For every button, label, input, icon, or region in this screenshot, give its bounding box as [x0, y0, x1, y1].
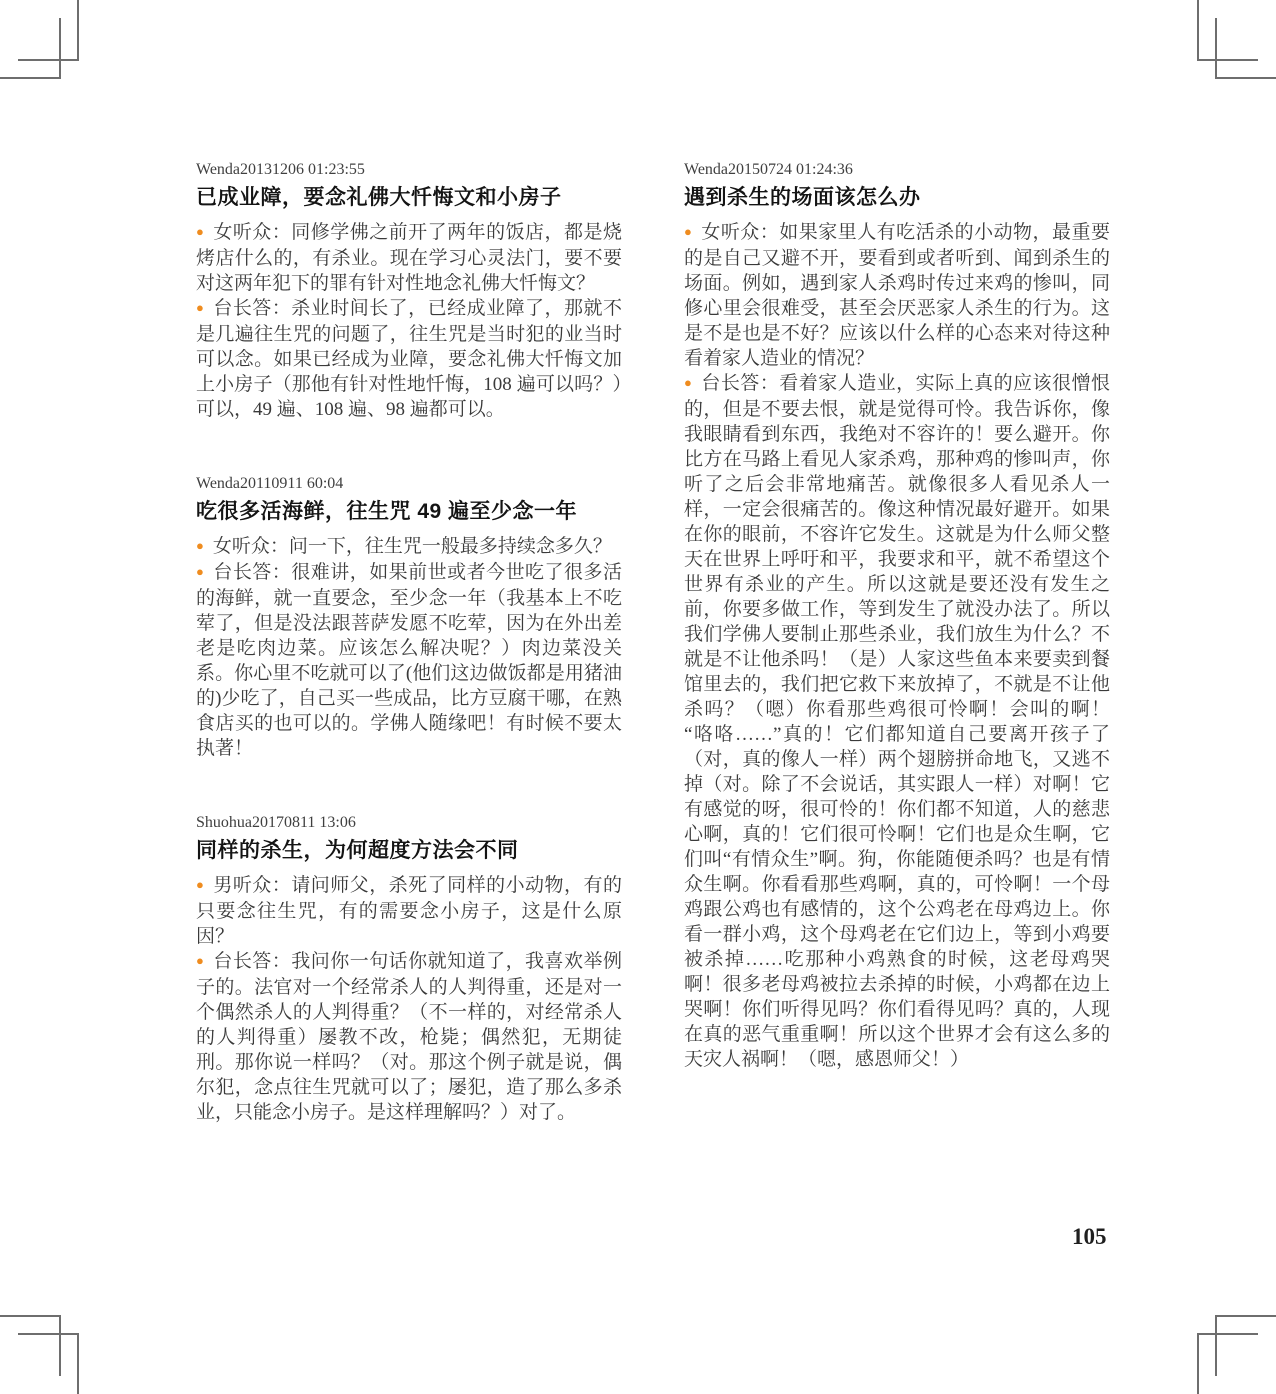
bullet-icon: ●	[684, 375, 693, 390]
dialogue-paragraph	[196, 296, 622, 422]
bullet-icon: ●	[196, 538, 204, 553]
dialogue-paragraph	[684, 371, 1110, 1072]
bullet-icon: ●	[196, 224, 205, 239]
section-title: 已成业障，要念礼佛大忏悔文和小房子	[196, 186, 562, 209]
crop-mark-bottom-right-inner	[1215, 1315, 1276, 1376]
crop-mark-bottom-left-inner	[0, 1315, 61, 1376]
dialogue-paragraph	[684, 220, 1110, 371]
section-title: 吃很多活海鲜，往生咒 49 遍至少念一年	[196, 500, 578, 523]
qa-section	[684, 160, 1110, 1072]
recording-timestamp: Wenda20110911 60:04	[196, 475, 344, 492]
bullet-icon: ●	[196, 953, 205, 968]
qa-section	[196, 813, 622, 1125]
right-column	[684, 160, 1110, 1072]
dialogue-paragraph	[196, 873, 622, 949]
bullet-icon: ●	[684, 224, 693, 239]
recording-timestamp: Wenda20150724 01:24:36	[684, 161, 853, 178]
dialogue-text: 台长答：很难讲，如果前世或者今世吃了很多活的海鲜，就一直要念，至少念一年（我基本上不吃荤了，但是没法跟菩萨发愿不吃荤，因为在外出差老是吃肉边菜。应该怎么解决呢？）肉边菜没关系。你心里不吃就可以了(他们这边做饭都是用猪油的)少吃了，自己买一些成品，比方豆腐干哪，在熟食店买的也可以的。学佛人随缘吧！有时候不要太执著！	[196, 562, 622, 759]
dialogue-paragraph	[196, 949, 622, 1125]
recording-timestamp: Wenda20131206 01:23:55	[196, 161, 365, 178]
qa-section	[196, 160, 622, 422]
dialogue-paragraph	[196, 560, 622, 761]
dialogue-paragraph	[196, 220, 622, 296]
section-title: 同样的杀生，为何超度方法会不同	[196, 839, 519, 862]
crop-mark-top-right-inner	[1215, 18, 1276, 79]
bullet-icon: ●	[196, 300, 205, 315]
crop-mark-top-left-outer	[18, 0, 79, 61]
dialogue-text: 女听众：如果家里人有吃活杀的小动物，最重要的是自己又避不开，要看到或者听到、闻到杀生的场面。例如，遇到家人杀鸡时传过来鸡的惨叫，同修心里会很难受，甚至会厌恶家人杀生的行为。这是不是也是不好？应该以什么样的心态来对待这种看着家人造业的情况？	[684, 222, 1110, 369]
dialogue-text: 女听众：问一下，往生咒一般最多持续念多久？	[212, 536, 612, 557]
crop-mark-bottom-left-outer	[18, 1333, 79, 1394]
dialogue-text: 女听众：同修学佛之前开了两年的饭店，都是烧烤店什么的，有杀业。现在学习心灵法门，要不要对这两年犯下的罪有针对性地念礼佛大忏悔文？	[196, 222, 622, 294]
bullet-icon: ●	[196, 877, 205, 892]
dialogue-text: 台长答：看着家人造业，实际上真的应该很憎恨的，但是不要去恨，就是觉得可怜。我告诉你，像我眼睛看到东西，我绝对不容许的！要么避开。你比方在马路上看见人家杀鸡，那种鸡的惨叫声，你听了之后会非常地痛苦。就像很多人看见杀人一样，一定会很痛苦的。像这种情况最好避开。如果在你的眼前，不容许它发生。这就是为什么师父整天在世界上呼吁和平，我要求和平，就不希望这个世界有杀业的产生。所以这就是要还没有发生之前，你要多做工作，等到发生了就没办法了。所以我们学佛人要制止那些杀业，我们放生为什么？不就是不让他杀吗！（是）人家这些鱼本来要卖到餐馆里去的，我们把它救下来放掉了，不就是不让他杀吗？（嗯）你看那些鸡很可怜啊！会叫的啊！“咯咯……”真的！它们都知道自己要离开孩子了（对，真的像人一样）两个翅膀拼命地飞，又逃不掉（对。除了不会说话，其实跟人一样）对啊！它有感觉的呀，很可怜的！你们都不知道，人的慈悲心啊，真的！它们很可怜啊！它们也是众生啊，它们叫“有情众生”啊。狗，你能随便杀吗？也是有情众生啊。你看看那些鸡啊，真的，可怜啊！一个母鸡跟公鸡也有感情的，这个公鸡老在母鸡边上。你看一群小鸡，这个母鸡老在它们边上，等到小鸡要被杀掉……吃那种小鸡熟食的时候，这老母鸡哭啊！很多老母鸡被拉去杀掉的时候，小鸡都在边上哭啊！你们听得见吗？你们看得见吗？真的，人现在真的恶气重重啊！所以这个世界才会有这么多的天灾人祸啊！（嗯，感恩师父！）	[684, 373, 1110, 1070]
section-title: 遇到杀生的场面该怎么办	[684, 186, 921, 209]
bullet-icon: ●	[196, 564, 205, 579]
dialogue-paragraph	[196, 534, 622, 560]
recording-timestamp: Shuohua20170811 13:06	[196, 814, 356, 831]
qa-section	[196, 474, 622, 761]
dialogue-text: 台长答：我问你一句话你就知道了，我喜欢举例子的。法官对一个经常杀人的人判得重，还是对一个偶然杀人的人判得重？（不一样的，对经常杀人的人判得重）屡教不改，枪毙；偶然犯，无期徒刑。那你说一样吗？（对。那这个例子就是说，偶尔犯，念点往生咒就可以了；屡犯，造了那么多杀业，只能念小房子。是这样理解吗？）对了。	[196, 951, 622, 1123]
crop-mark-top-left-inner	[0, 18, 61, 79]
dialogue-text: 台长答：杀业时间长了，已经成业障了，那就不是几遍往生咒的问题了，往生咒是当时犯的业当时可以念。如果已经成为业障，要念礼佛大忏悔文加上小房子（那他有针对性地忏悔，108 遍可以吗？）可以，49 遍、108 遍、98 遍都可以。	[196, 298, 622, 420]
page-number: 105	[1072, 1224, 1107, 1249]
crop-mark-top-right-outer	[1197, 0, 1258, 61]
left-column	[196, 160, 622, 1125]
crop-mark-bottom-right-outer	[1197, 1333, 1258, 1394]
dialogue-text: 男听众：请问师父，杀死了同样的小动物，有的只要念往生咒，有的需要念小房子，这是什么原因？	[196, 875, 622, 947]
